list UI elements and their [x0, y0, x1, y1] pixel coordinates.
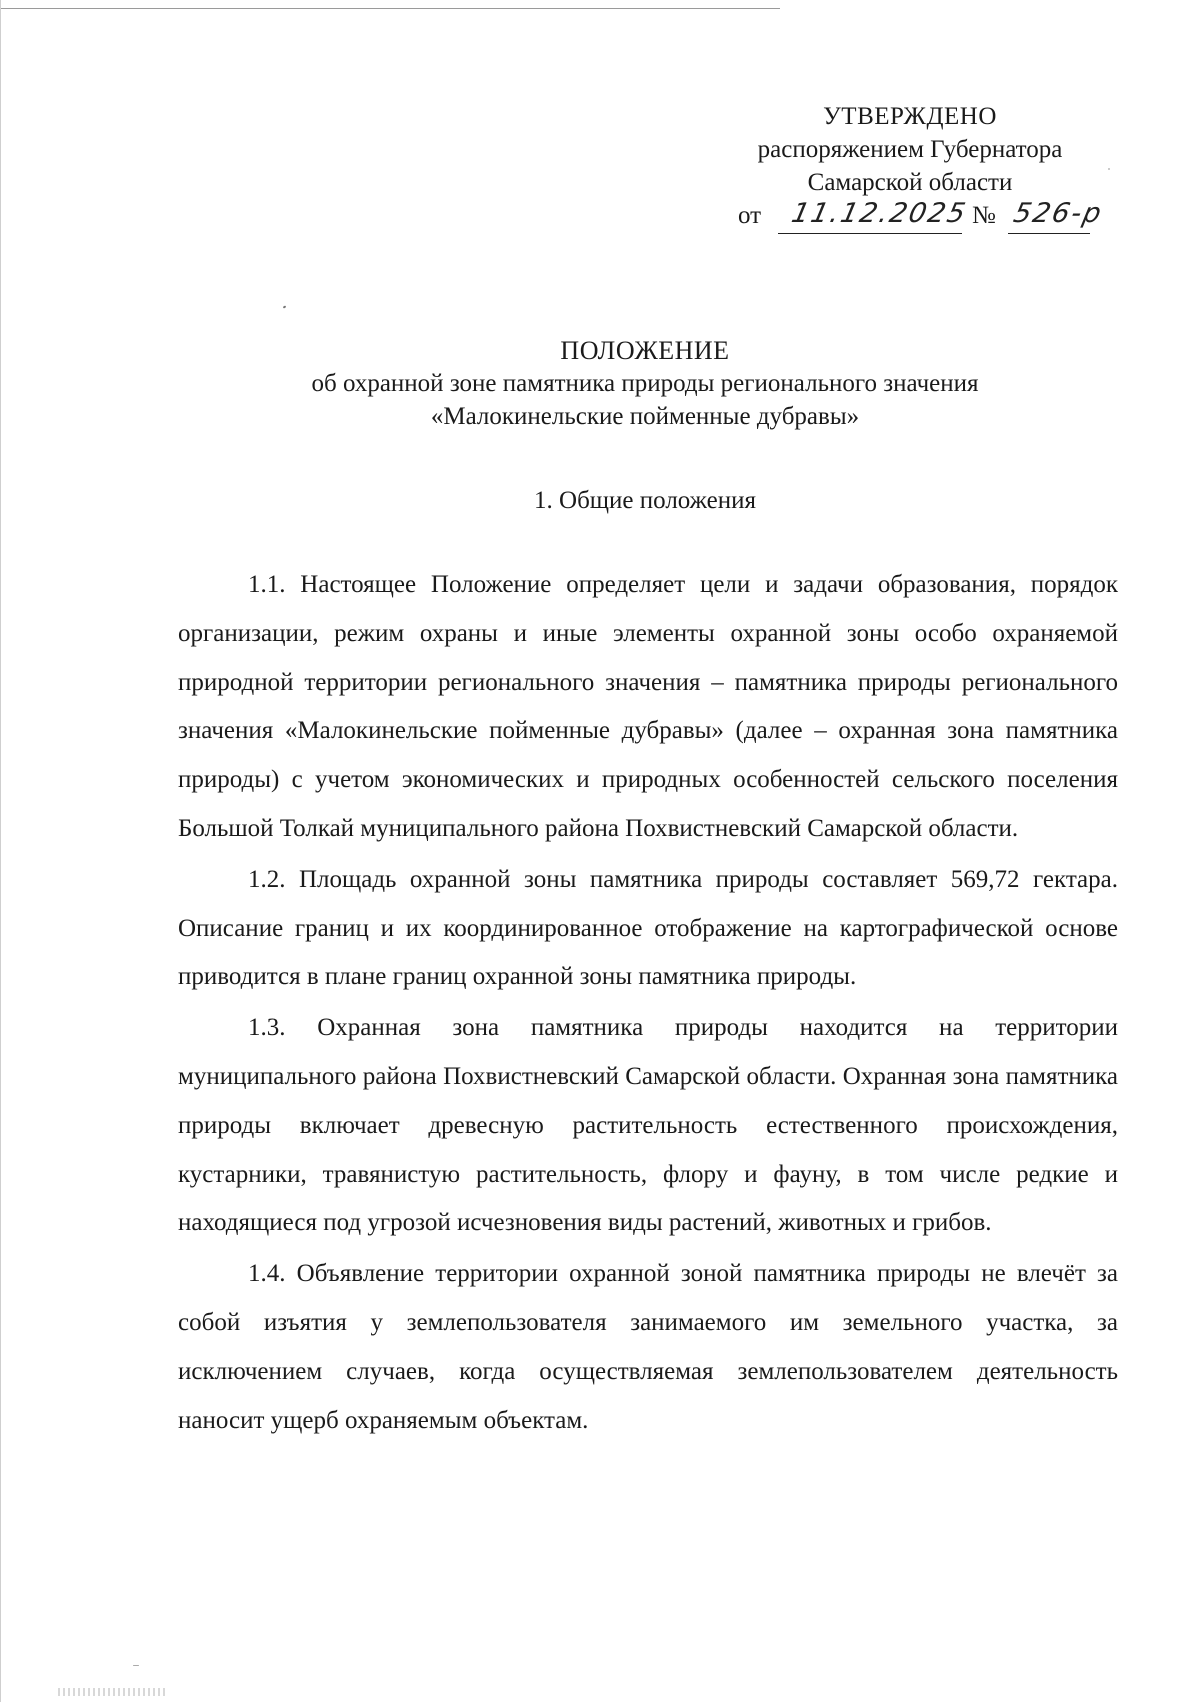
- paragraph-1-2: 1.2. Площадь охранной зоны памятника природы составляет 569,72 гектара. Описание границ и их координированное отображение на картографической основе приводится в плане границ охранной зоны памятника природы.: [178, 865, 1118, 991]
- paragraph-1-3: 1.3. Охранная зона памятника природы находится на территории муниципального района Похвистневский Самарской области. Охранная зона памятника природы включает древесную растительность естественного происхождения, кустарники, травянистую растительность, флору и фауну, в том числе редкие и находящиеся под угрозой исчезновения виды растений, животных и грибов.: [178, 1014, 1118, 1237]
- number-sign: №: [972, 202, 996, 229]
- document-body: [178, 561, 1118, 1447]
- document-subtitle-line: «Малокинельские пойменные дубравы»: [430, 403, 860, 430]
- approval-block: [700, 100, 1120, 235]
- paragraph-1-4: 1.4. Объявление территории охранной зоной памятника природы не влечёт за собой изъятия у землепользователя занимаемого им земельного участка, за исключением случаев, когда осуществляемая землепользователем деятельность наносит ущерб охраняемым объектам.: [178, 1260, 1118, 1434]
- approval-region: Самарской области: [807, 169, 1013, 196]
- handwritten-number: 526-р: [1010, 198, 1106, 229]
- scan-edge-line: [0, 0, 1, 1702]
- document-subtitle-line: об охранной зоне памятника природы регионального значения: [311, 370, 979, 397]
- number-field: [1008, 198, 1106, 234]
- date-prefix: от: [738, 202, 762, 229]
- approval-date-line: [700, 199, 1120, 235]
- paragraph-1-1: 1.1. Настоящее Положение определяет цели и задачи образования, порядок организации, режим охраны и иные элементы охранной зоны особо охраняемой природной территории регионального значения – памятника природы регионального значения «Малокинельские пойменные дубравы» (далее – охранная зона памятника природы) с учетом экономических и природных особенностей сельского поселения Большой Толкай муниципального района Похвистневский Самарской области.: [178, 571, 1118, 842]
- scan-smudge: [58, 1688, 168, 1696]
- date-field: [778, 198, 970, 234]
- scan-speck: [283, 305, 287, 308]
- document-title-block: [120, 334, 1170, 433]
- document-heading: ПОЛОЖЕНИЕ: [560, 336, 730, 365]
- approval-authority: распоряжением Губернатора: [757, 136, 1063, 163]
- approval-heading: УТВЕРЖДЕНО: [823, 103, 997, 130]
- scan-edge-line: [0, 8, 780, 9]
- scan-speck: [133, 1665, 139, 1666]
- handwritten-date: 11.12.2025: [788, 198, 970, 229]
- section-heading: 1. Общие положения: [534, 487, 756, 514]
